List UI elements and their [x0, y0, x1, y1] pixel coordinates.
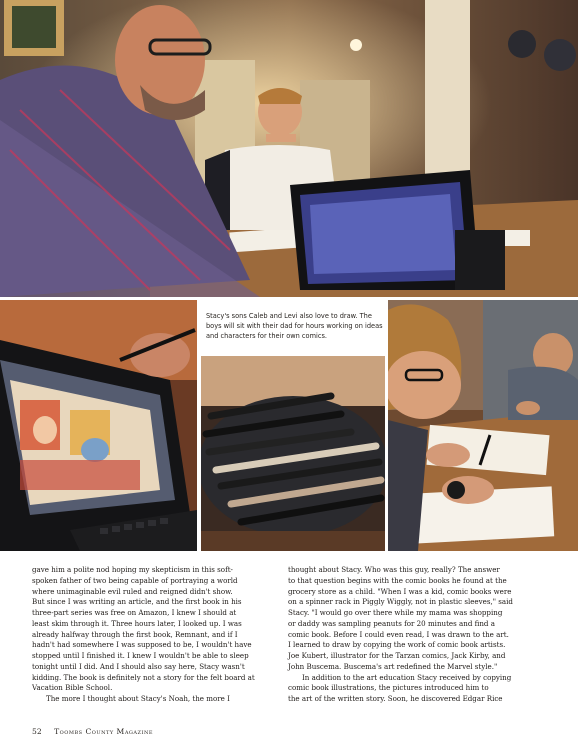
- paragraph: The more I thought about Stacy's Noah, the more I: [46, 694, 230, 703]
- page-number: 52: [32, 727, 42, 736]
- magazine-name: Toombs County Magazine: [54, 727, 154, 736]
- paragraph: gave him a polite nod hoping my skepticism in this soft- spoken father of two being capable of portraying a world where unimaginable evil ruled and reigned didn't show. But since I was writing an article, and the first book in his three-part series was free on Amazon, I knew I should at least skim through it. Three hours later, I looked up. I was already halfway through the first book, Remnant, and if I hadn't had somewhere I was supposed to be, I wouldn't have stopped until I finished it. I knew I wouldn't be able to sleep tonight until I did. And I should also say here, Stacy wasn't kidding. The book is definitely not a story for the felt board at Vacation Bible School.: [32, 565, 255, 693]
- pens-photo: [201, 356, 385, 551]
- paragraph: In addition to the art education Stacy received by copying comic book illustrations, the pictures introduced him to the art of the written story. Soon, he discovered Edgar Rice: [288, 672, 512, 703]
- boy-drawing-photo: [388, 300, 578, 551]
- article-column-right: [288, 565, 540, 705]
- page-footer: [32, 727, 153, 736]
- article-column-left: [32, 565, 284, 705]
- paragraph: thought about Stacy. Who was this guy, really? The answer to that question begins with the comic books he found at the grocery store as a child. "When I was a kid, comic books were on a spinner rack in Piggly Wiggly, not in plastic sleeves," said Stacy. "I would go over there while my mama was shopping or daddy was sampling peanuts for 20 minutes and find a comic book. Before I could even read, I was drawn to the art. I learned to draw by copying the work of comic book artists. Joe Kubert, illustrator for the Tarzan comics, Jack Kirby, and John Buscema. Buscema's art redefined the Marvel style.": [288, 565, 513, 671]
- tablet-photo: [0, 300, 197, 551]
- photo-caption: Stacy's sons Caleb and Levi also love to draw. The boys will sit with their dad for hours working on ideas and characters for their own comics.: [206, 312, 383, 340]
- hero-photo: [0, 0, 578, 297]
